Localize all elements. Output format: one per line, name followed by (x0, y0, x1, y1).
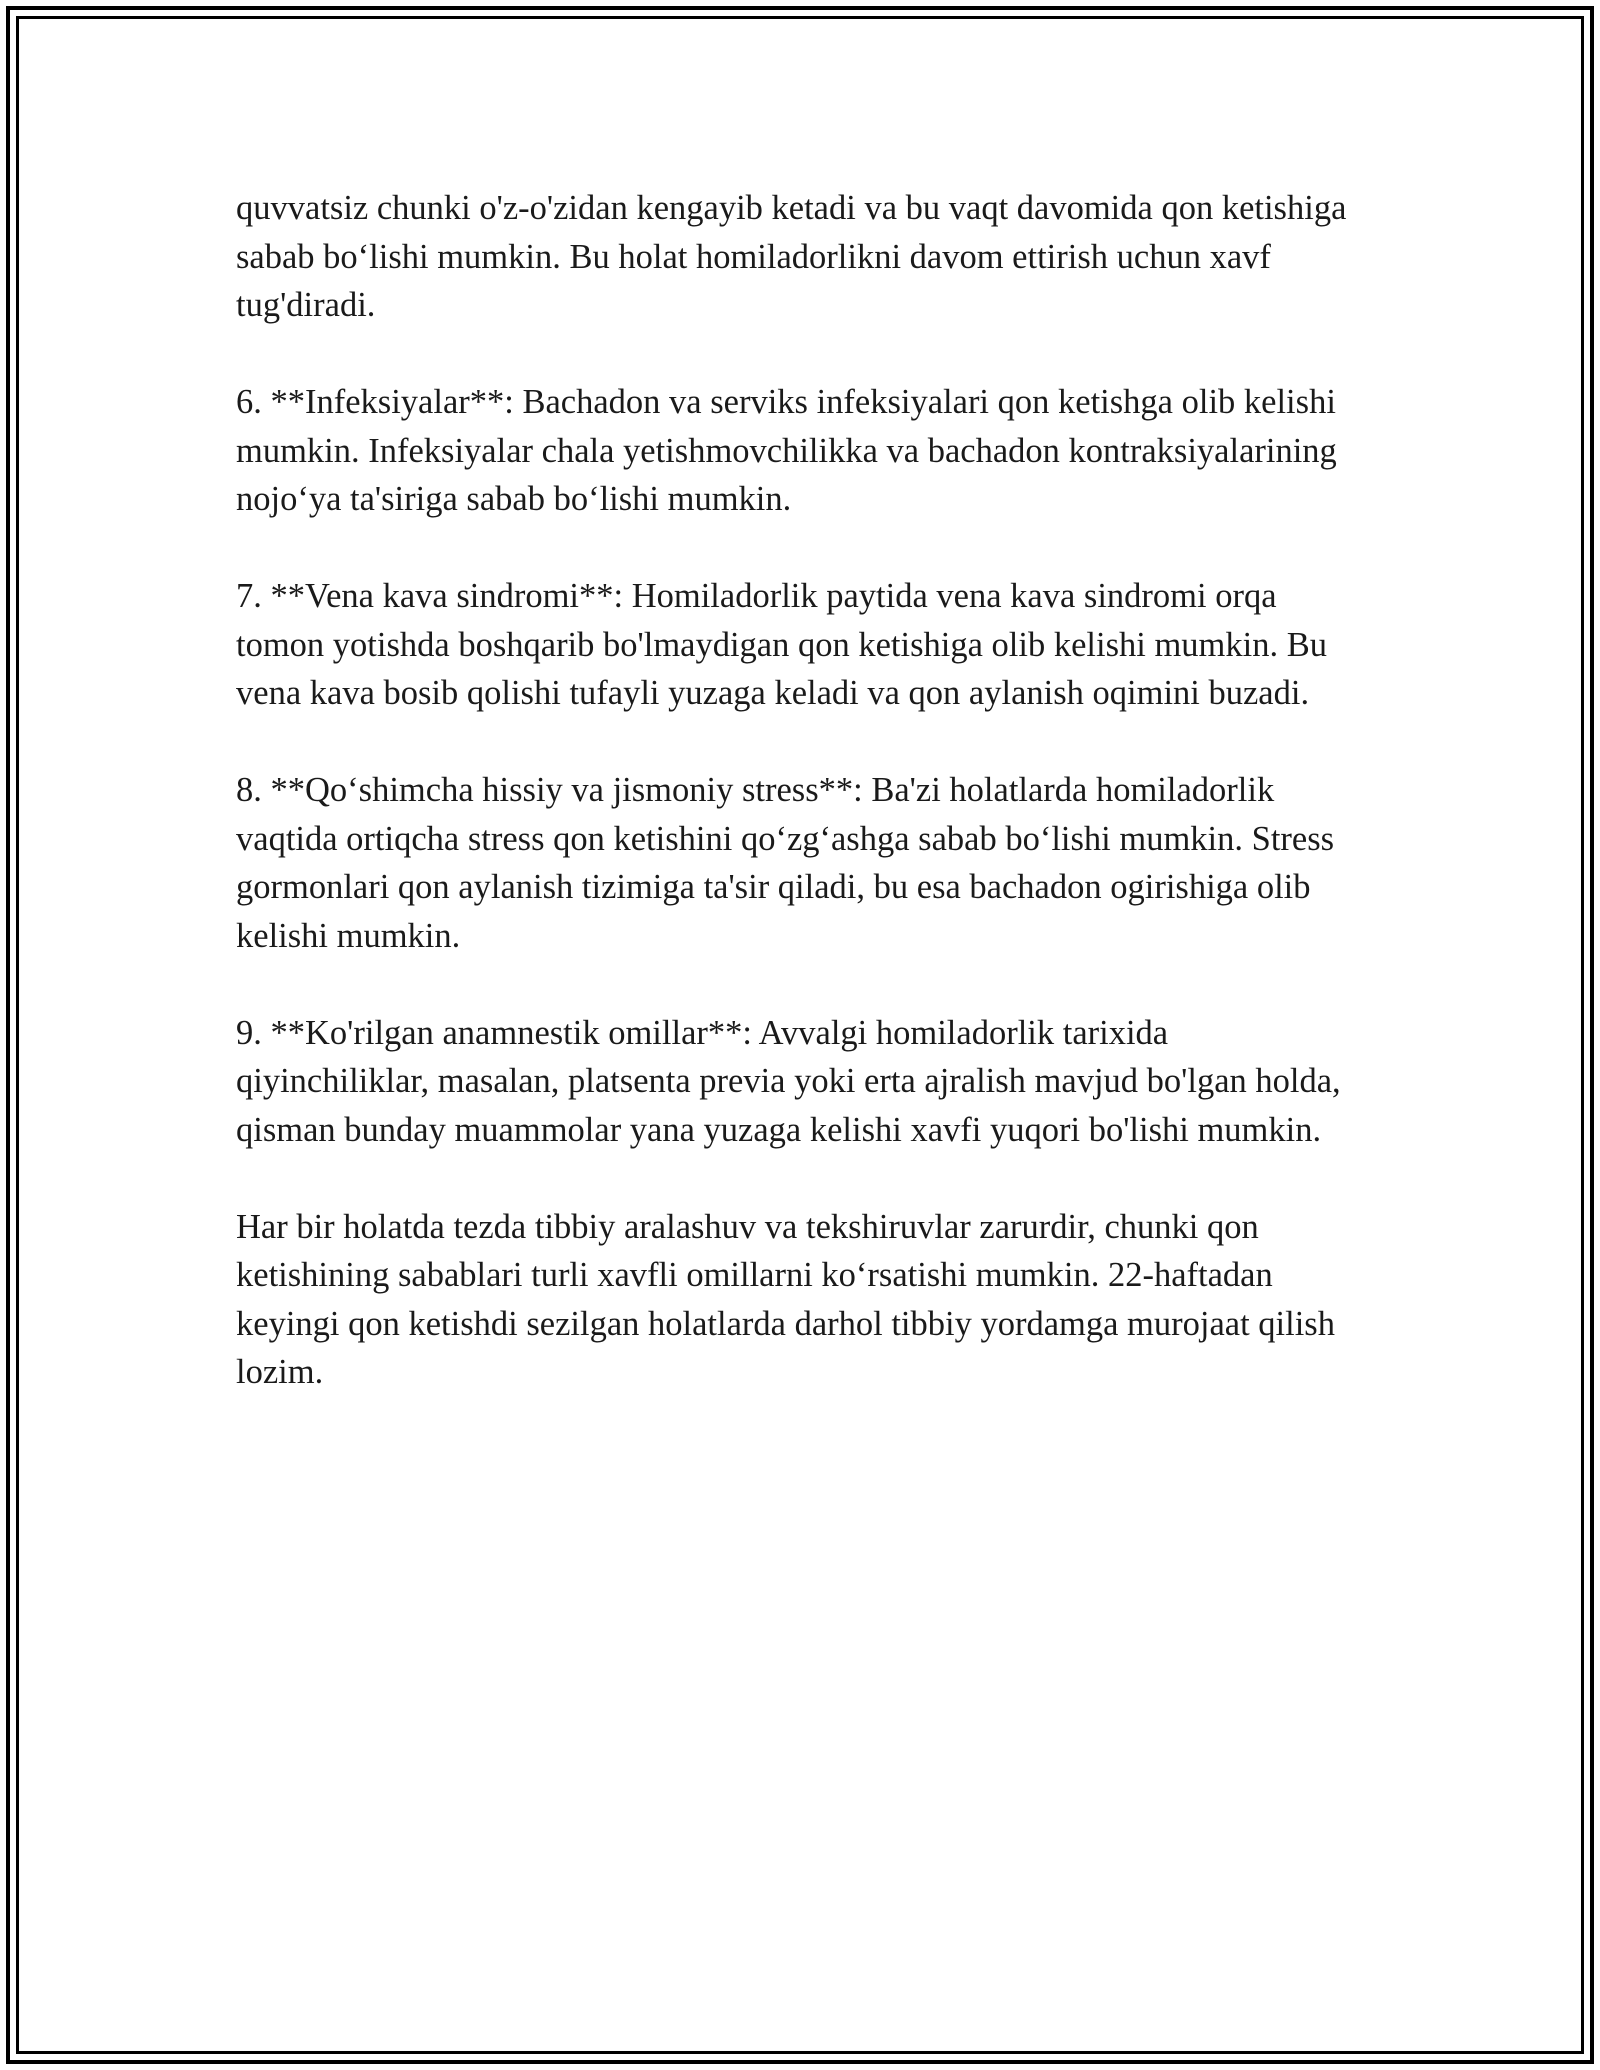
document-body (236, 184, 1366, 1397)
paragraph-item-7-vena-kava: 7. **Vena kava sindromi**: Homiladorlik paytida vena kava sindromi orqa tomon yotishda boshqarib bo'lmaydigan qon ketishiga olib kelishi mumkin. Bu vena kava bosib qolishi tufayli yuzaga keladi va qon aylanish oqimini buzadi. (236, 577, 1327, 712)
paragraph-continuation: quvvatsiz chunki o'z-o'zidan kengayib ketadi va bu vaqt davomida qon ketishiga sabab bo‘lishi mumkin. Bu holat homiladorlikni davom ettirish uchun xavf tug'diradi. (236, 189, 1347, 324)
paragraph-item-8-stress: 8. **Qo‘shimcha hissiy va jismoniy stress**: Ba'zi holatlarda homiladorlik vaqtida ortiqcha stress qon ketishini qo‘zg‘ashga sabab bo‘lishi mumkin. Stress gormonlari qon aylanish tizimiga ta'sir qiladi, bu esa bachadon ogirishiga olib kelishi mumkin. (236, 771, 1335, 955)
paragraph-item-6-infeksiyalar: 6. **Infeksiyalar**: Bachadon va serviks infeksiyalari qon ketishga olib kelishi mumkin. Infeksiyalar chala yetishmovchilikka va bachadon kontraksiyalarining nojo‘ya ta'siriga sabab bo‘lishi mumkin. (236, 383, 1337, 518)
paragraph-conclusion: Har bir holatda tezda tibbiy aralashuv va tekshiruvlar zarurdir, chunki qon ketishining sabablari turli xavfli omillarni ko‘rsatishi mumkin. 22-haftadan keyingi qon ketishdi sezilgan holatlarda darhol tibbiy yordamga murojaat qilish lozim. (236, 1207, 1335, 1391)
paragraph-item-9-anamnestik: 9. **Ko'rilgan anamnestik omillar**: Avvalgi homiladorlik tarixida qiyinchiliklar, masalan, platsenta previa yoki erta ajralish mavjud bo'lgan holda, qisman bunday muammolar yana yuzaga kelishi xavfi yuqori bo'lishi mumkin. (236, 1013, 1341, 1149)
